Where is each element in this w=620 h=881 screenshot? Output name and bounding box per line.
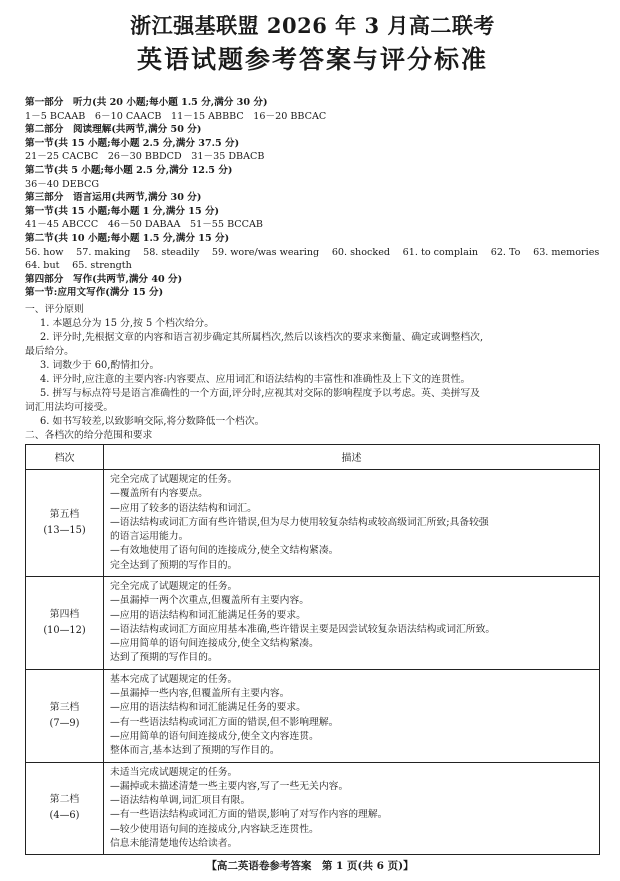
answer-line: 64. but 65. strength	[25, 260, 132, 272]
exam-title: 浙江强基联盟 2026 年 3 月高二联考	[130, 13, 495, 38]
grade-description	[104, 469, 600, 576]
grading-table-body	[26, 469, 600, 854]
description-line: —应用了较多的语法结构和词汇。	[110, 502, 257, 514]
rule-item: 1. 本题总分为 15 分,按 5 个档次给分。	[40, 317, 215, 329]
description-line: 未适当完成试题规定的任务。	[110, 766, 238, 778]
description-line: —语法结构或词汇方面有些许错误,但为尽力使用较复杂结构或较高级词汇所致;具备较强	[110, 516, 489, 528]
document-subtitle: 英语试题参考答案与评分标准	[136, 45, 488, 74]
answer-line: 41－45 ABCCC 46－50 DABAA 51－55 BCCAB	[25, 219, 263, 231]
description-line: 的语言运用能力。	[110, 531, 189, 543]
description-line: 完全达到了预期的写作目的。	[110, 559, 238, 571]
answer-line: 21－25 CACBC 26－30 BBDCD 31－35 DBACB	[25, 151, 265, 163]
grade-level-cell	[26, 576, 104, 669]
grade-row	[26, 669, 600, 762]
description-line: —语法结构或词汇方面应用基本准确,些许错误主要是因尝试较复杂语法结构或词汇所致。	[110, 623, 496, 635]
answer-section-heading: 第一部分 听力(共 20 小题;每小题 1.5 分,满分 30 分)	[25, 97, 268, 108]
grading-section-title: 二、各档次的给分范围和要求	[25, 429, 153, 441]
rule-item: 3. 词数少于 60,酌情扣分。	[40, 359, 160, 371]
grade-range: (13—15)	[43, 524, 86, 536]
answer-section-heading: 第二节(共 5 小题;每小题 2.5 分,满分 12.5 分)	[25, 164, 233, 176]
table-header-row	[26, 444, 600, 469]
rule-item: 4. 评分时,应注意的主要内容:内容要点、应用词汇和语法结构的丰富性和准确性及上下文的连贯性。	[40, 373, 471, 385]
grade-description	[104, 576, 600, 669]
scoring-rules	[25, 303, 600, 443]
table-header-level: 档次	[26, 444, 104, 469]
answer-line: 36－40 DEBCG	[25, 178, 99, 190]
rule-items	[25, 317, 600, 429]
rule-item: 词汇用法均可接受。	[25, 401, 114, 413]
answer-line: 1－5 BCAAB 6－10 CAACB 11－15 ABBBC 16－20 BBCAC	[25, 110, 327, 122]
grade-range: (4—6)	[49, 810, 80, 822]
grade-level: 第三档	[49, 701, 80, 713]
answer-section-heading: 第一节(共 15 小题;每小题 1 分,满分 15 分)	[25, 205, 220, 217]
description-line: —应用的语法结构和词汇能满足任务的要求。	[110, 609, 306, 621]
description-line: —有一些语法结构或词汇方面的错误,影响了对写作内容的理解。	[110, 809, 388, 821]
answer-section-heading: 第二部分 阅读理解(共两节,满分 50 分)	[25, 124, 202, 136]
grade-row	[26, 469, 600, 576]
answer-list	[25, 96, 600, 300]
rule-item: 最后给分。	[25, 345, 74, 357]
answer-line: 56. how 57. making 58. steadily 59. wore/was wearing 60. shocked 61. to complain 62. To 63. memories	[25, 246, 600, 258]
description-line: —应用简单的语句间连接成分,使全文结构紧凑。	[110, 638, 319, 650]
rule-item: 5. 拼写与标点符号是语言准确性的一个方面,评分时,应视其对交际的影响程度予以考虑。英、美拼写及	[40, 387, 480, 399]
rule-item: 6. 如书写较差,以致影响交际,将分数降低一个档次。	[40, 415, 265, 427]
description-line: —虽漏掉一两个次重点,但覆盖所有主要内容。	[110, 595, 310, 607]
description-line: 达到了预期的写作目的。	[110, 652, 218, 664]
table-header-description: 描述	[104, 444, 600, 469]
grade-level: 第五档	[49, 508, 80, 520]
grade-level: 第二档	[49, 794, 80, 806]
description-line: —语法结构单调,词汇项目有限。	[110, 795, 251, 807]
grade-range: (10—12)	[43, 624, 86, 636]
answer-section-heading: 第二节(共 10 小题;每小题 1.5 分,满分 15 分)	[25, 232, 230, 244]
description-line: —应用简单的语句间连接成分,使全文内容连贯。	[110, 730, 319, 742]
description-line: —虽漏掉一些内容,但覆盖所有主要内容。	[110, 688, 290, 700]
description-line: 整体而言,基本达到了预期的写作目的。	[110, 745, 280, 757]
description-line: 基本完成了试题规定的任务。	[110, 673, 238, 685]
grade-description	[104, 669, 600, 762]
answer-section-heading: 第四部分 写作(共两节,满分 40 分)	[25, 273, 183, 285]
description-line: —漏掉或未描述清楚一些主要内容,写了一些无关内容。	[110, 780, 349, 792]
answer-section-heading: 第一节:应用文写作(满分 15 分)	[25, 287, 164, 299]
grade-level-cell	[26, 669, 104, 762]
description-line: —有效地使用了语句间的连接成分,使全文结构紧凑。	[110, 545, 339, 557]
grade-level-cell	[26, 469, 104, 576]
grade-row	[26, 576, 600, 669]
page-footer: 【高二英语卷参考答案 第 1 页(共 6 页)】	[206, 860, 414, 872]
description-line: —较少使用语句间的连接成分,内容缺乏连贯性。	[110, 823, 319, 835]
description-line: 完全完成了试题规定的任务。	[110, 580, 238, 592]
grade-description	[104, 762, 600, 855]
grade-range: (7—9)	[49, 717, 80, 729]
description-line: 信息未能清楚地传达给读者。	[110, 838, 238, 850]
description-line: —覆盖所有内容要点。	[110, 488, 208, 500]
description-line: —应用的语法结构和词汇能满足任务的要求。	[110, 702, 306, 714]
grade-level: 第四档	[49, 608, 80, 620]
description-line: —有一些语法结构或词汇方面的错误,但不影响理解。	[110, 716, 339, 728]
rule-item: 2. 评分时,先根据文章的内容和语言初步确定其所属档次,然后以该档次的要求来衡量、确定或调整档次,	[40, 331, 484, 343]
answer-section-heading: 第三部分 语言运用(共两节,满分 30 分)	[25, 192, 202, 204]
rules-section-title: 一、评分原则	[25, 303, 84, 315]
answer-section-heading: 第一节(共 15 小题;每小题 2.5 分,满分 37.5 分)	[25, 137, 240, 149]
grade-level-cell	[26, 762, 104, 855]
description-line: 完全完成了试题规定的任务。	[110, 473, 238, 485]
grading-table	[25, 444, 600, 855]
grade-row	[26, 762, 600, 855]
